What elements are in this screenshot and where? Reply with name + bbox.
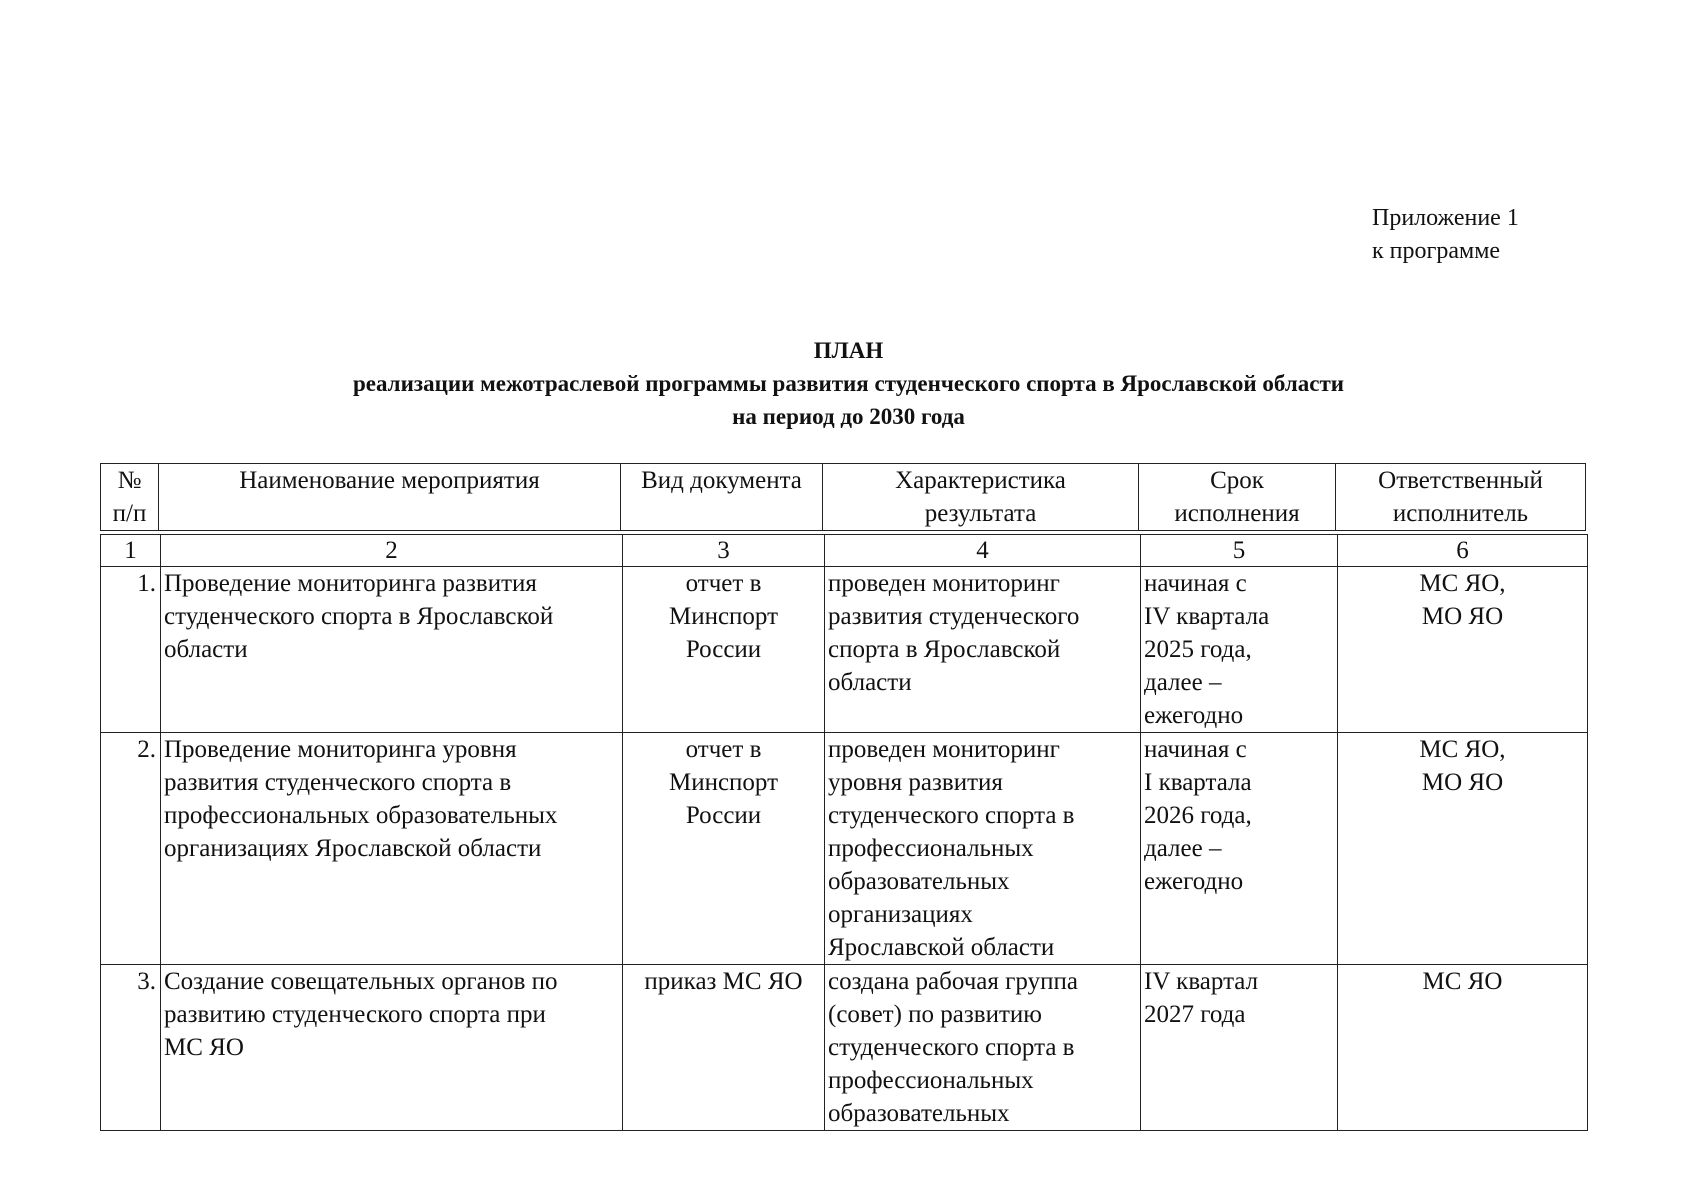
execution-term: IV квартал 2027 года: [1141, 965, 1338, 1131]
appendix-note: [1372, 202, 1519, 268]
column-number: 2: [161, 535, 623, 567]
plan-table: [100, 534, 1588, 1131]
column-number: 3: [623, 535, 825, 567]
row-number: 1.: [101, 567, 161, 733]
column-number: 5: [1141, 535, 1338, 567]
column-number-row: [101, 535, 1588, 567]
event-name: Создание совещательных органов по развитию студенческого спорта при МС ЯО: [161, 965, 623, 1131]
result-description: проведен мониторинг уровня развития студенческого спорта в профессиональных образовательных организациях Ярославской области: [825, 733, 1141, 965]
responsible-executor: МС ЯО, МО ЯО: [1338, 733, 1588, 965]
column-number: 6: [1338, 535, 1588, 567]
title-line-2: реализации межотраслевой программы развития студенческого спорта в Ярославской области: [352, 371, 1344, 396]
document-title: [0, 334, 1697, 433]
header-event-name: Наименование мероприятия: [159, 464, 621, 531]
document-type: приказ МС ЯО: [623, 965, 825, 1131]
column-number: 1: [101, 535, 161, 567]
header-number: № п/п: [101, 464, 159, 531]
title-line-1: ПЛАН: [813, 338, 884, 363]
table-row: [101, 733, 1588, 965]
appendix-line-2: к программе: [1372, 238, 1501, 264]
document-type: отчет в Минспорт России: [623, 733, 825, 965]
table-row: [101, 567, 1588, 733]
header-responsible: Ответственный исполнитель: [1336, 464, 1586, 531]
row-number: 3.: [101, 965, 161, 1131]
result-description: создана рабочая группа (совет) по развитию студенческого спорта в профессиональных образовательных: [825, 965, 1141, 1131]
header-document-type: Вид документа: [621, 464, 823, 531]
responsible-executor: МС ЯО: [1338, 965, 1588, 1131]
table-header: [100, 463, 1586, 531]
column-number: 4: [825, 535, 1141, 567]
event-name: Проведение мониторинга уровня развития студенческого спорта в профессиональных образовательных организациях Ярославской области: [161, 733, 623, 965]
appendix-line-1: Приложение 1: [1372, 205, 1519, 231]
row-number: 2.: [101, 733, 161, 965]
event-name: Проведение мониторинга развития студенческого спорта в Ярославской области: [161, 567, 623, 733]
title-line-3: на период до 2030 года: [732, 404, 965, 429]
table-row: [101, 965, 1588, 1131]
header-result: Характеристика результата: [823, 464, 1139, 531]
header-term: Срок исполнения: [1139, 464, 1336, 531]
document-type: отчет в Минспорт России: [623, 567, 825, 733]
execution-term: начиная с I квартала 2026 года, далее – ежегодно: [1141, 733, 1338, 965]
responsible-executor: МС ЯО, МО ЯО: [1338, 567, 1588, 733]
result-description: проведен мониторинг развития студенческого спорта в Ярославской области: [825, 567, 1141, 733]
execution-term: начиная с IV квартала 2025 года, далее – ежегодно: [1141, 567, 1338, 733]
